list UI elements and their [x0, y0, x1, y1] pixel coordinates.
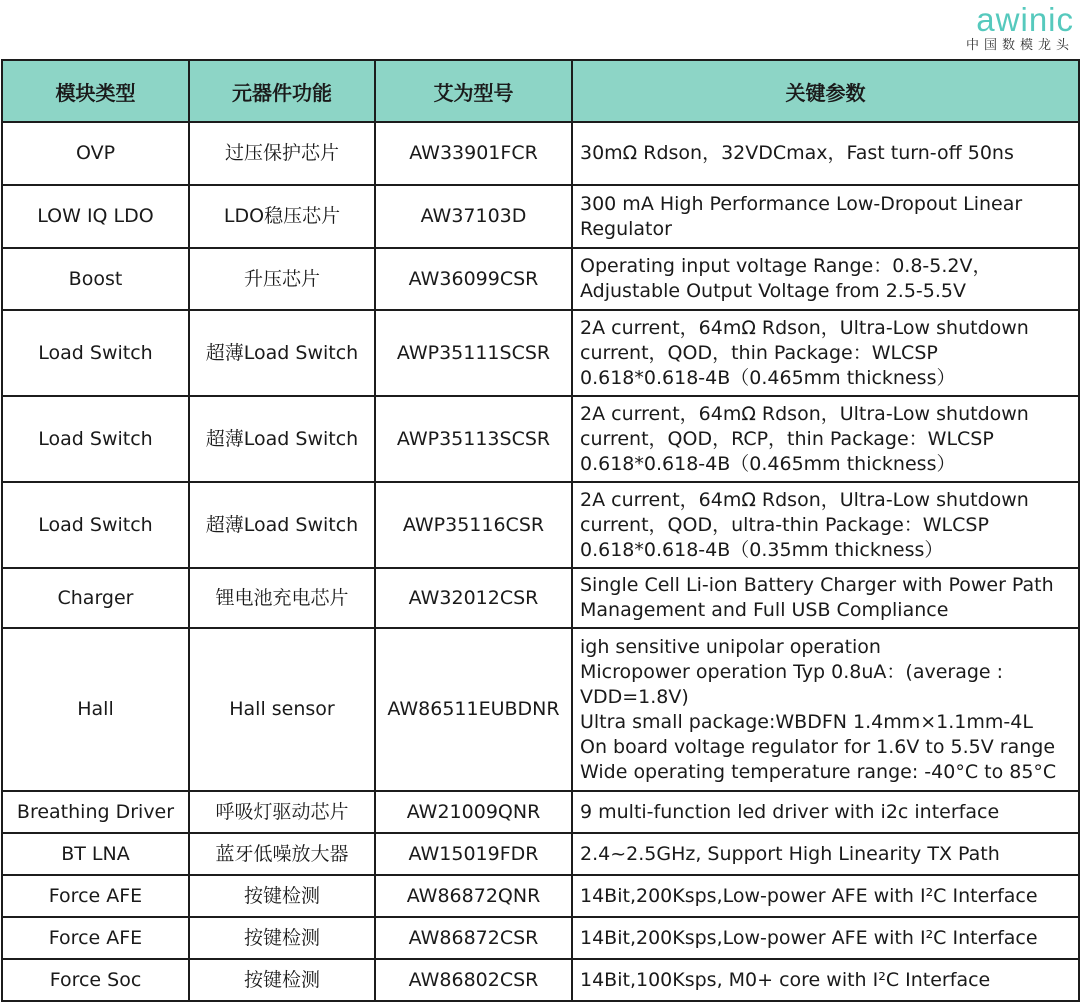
cell-function: 蓝牙低噪放大器	[189, 833, 375, 875]
cell-model: AW86802CSR	[375, 959, 572, 1001]
cell-module-type: Boost	[2, 248, 189, 310]
cell-params: 14Bit,200Ksps,Low-power AFE with I²C Interface	[572, 917, 1079, 959]
cell-model: AWP35111SCSR	[375, 310, 572, 396]
cell-function: Hall sensor	[189, 628, 375, 791]
table-row	[2, 917, 1079, 959]
cell-model: AW86511EUBDNR	[375, 628, 572, 791]
cell-params: 2A current，64mΩ Rdson，Ultra-Low shutdown current，QOD，thin Package：WLCSP 0.618*0.618-4B（0.465mm thickness）	[572, 310, 1079, 396]
cell-function: 升压芯片	[189, 248, 375, 310]
header-component-function: 元器件功能	[189, 60, 375, 122]
cell-params: 30mΩ Rdson，32VDCmax，Fast turn-off 50ns	[572, 122, 1079, 185]
cell-module-type: Load Switch	[2, 482, 189, 568]
table-row	[2, 185, 1079, 248]
cell-params: Operating input voltage Range：0.8-5.2V， Adjustable Output Voltage from 2.5-5.5V	[572, 248, 1079, 310]
cell-model: AW86872QNR	[375, 875, 572, 917]
cell-params: 14Bit,200Ksps,Low-power AFE with I²C Interface	[572, 875, 1079, 917]
table-row	[2, 791, 1079, 833]
cell-params: 2.4~2.5GHz, Support High Linearity TX Path	[572, 833, 1079, 875]
table-row	[2, 310, 1079, 396]
cell-params: Single Cell Li-ion Battery Charger with Power Path Management and Full USB Compliance	[572, 568, 1079, 628]
cell-params: 14Bit,100Ksps, M0+ core with I²C Interface	[572, 959, 1079, 1001]
table-row	[2, 568, 1079, 628]
cell-function: 呼吸灯驱动芯片	[189, 791, 375, 833]
cell-module-type: Load Switch	[2, 396, 189, 482]
cell-module-type: Hall	[2, 628, 189, 791]
cell-module-type: LOW IQ LDO	[2, 185, 189, 248]
cell-params: 2A current，64mΩ Rdson，Ultra-Low shutdown current，QOD，RCP，thin Package：WLCSP 0.618*0.618-4B（0.465mm thickness）	[572, 396, 1079, 482]
table-row	[2, 959, 1079, 1001]
cell-params: 300 mA High Performance Low-Dropout Linear Regulator	[572, 185, 1079, 248]
table-row	[2, 833, 1079, 875]
cell-module-type: Force Soc	[2, 959, 189, 1001]
cell-function: 锂电池充电芯片	[189, 568, 375, 628]
header-key-params: 关键参数	[572, 60, 1079, 122]
logo-wordmark: awinic	[976, 1, 1074, 38]
header-module-type: 模块类型	[2, 60, 189, 122]
cell-function: 按键检测	[189, 875, 375, 917]
table-row	[2, 396, 1079, 482]
cell-params: igh sensitive unipolar operation Micropower operation Typ 0.8uA：(average : VDD=1.8V) Ultra small package:WBDFN 1.4mm×1.1mm-4L On board voltage regulator for 1.6V to 5.5V range Wide operating temperature range: -40°C to 85°C	[572, 628, 1079, 791]
logo-tagline: 中国数模龙头	[965, 38, 1074, 53]
cell-function: 超薄Load Switch	[189, 310, 375, 396]
cell-model: AW36099CSR	[375, 248, 572, 310]
cell-model: AW15019FDR	[375, 833, 572, 875]
cell-module-type: Force AFE	[2, 917, 189, 959]
cell-model: AW32012CSR	[375, 568, 572, 628]
cell-model: AW86872CSR	[375, 917, 572, 959]
table-row	[2, 122, 1079, 185]
cell-params: 2A current，64mΩ Rdson，Ultra-Low shutdown current，QOD，ultra-thin Package：WLCSP 0.618*0.618-4B（0.35mm thickness）	[572, 482, 1079, 568]
cell-function: 超薄Load Switch	[189, 482, 375, 568]
cell-module-type: OVP	[2, 122, 189, 185]
cell-function: 超薄Load Switch	[189, 396, 375, 482]
cell-function: LDO稳压芯片	[189, 185, 375, 248]
cell-module-type: BT LNA	[2, 833, 189, 875]
table-header-row	[2, 60, 1079, 122]
cell-module-type: Charger	[2, 568, 189, 628]
header-model: 艾为型号	[375, 60, 572, 122]
cell-model: AWP35113SCSR	[375, 396, 572, 482]
cell-function: 过压保护芯片	[189, 122, 375, 185]
cell-params: 9 multi-function led driver with i2c interface	[572, 791, 1079, 833]
table-row	[2, 482, 1079, 568]
cell-model: AW33901FCR	[375, 122, 572, 185]
brand-logo	[944, 2, 1074, 54]
cell-function: 按键检测	[189, 959, 375, 1001]
cell-model: AW37103D	[375, 185, 572, 248]
table-row	[2, 875, 1079, 917]
table-row	[2, 628, 1079, 791]
cell-module-type: Force AFE	[2, 875, 189, 917]
cell-function: 按键检测	[189, 917, 375, 959]
cell-model: AW21009QNR	[375, 791, 572, 833]
cell-module-type: Load Switch	[2, 310, 189, 396]
cell-model: AWP35116CSR	[375, 482, 572, 568]
table-row	[2, 248, 1079, 310]
cell-module-type: Breathing Driver	[2, 791, 189, 833]
component-table	[1, 59, 1080, 1002]
